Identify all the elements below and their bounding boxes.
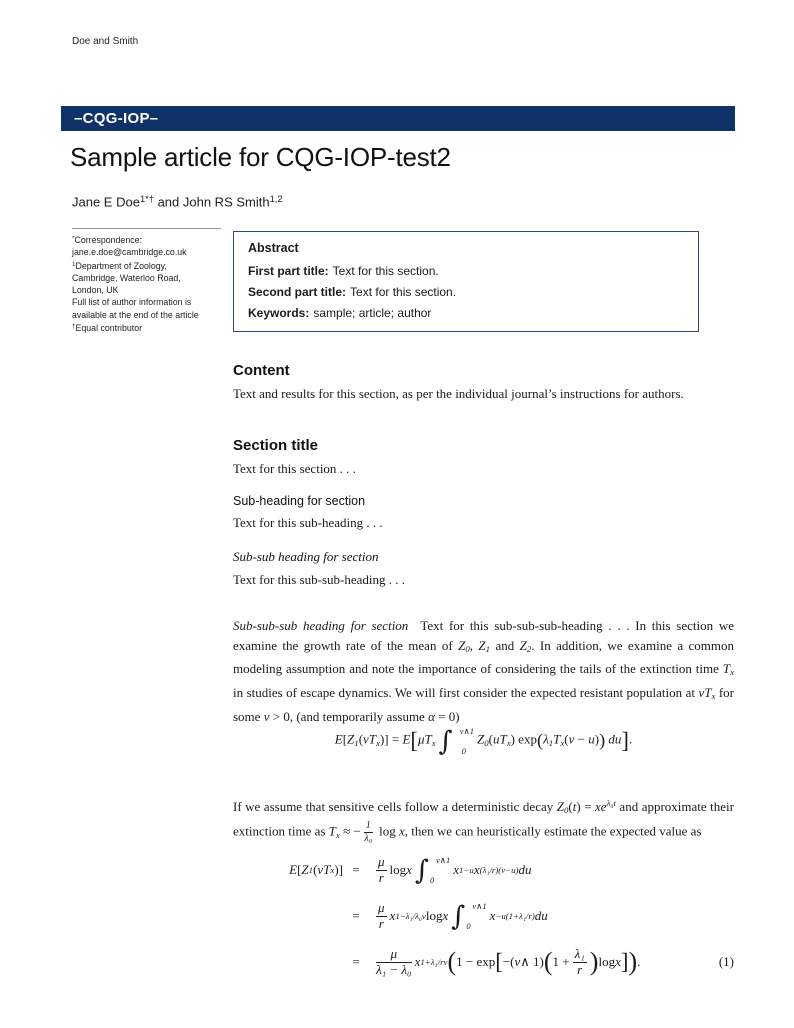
- subheading-block: [233, 494, 734, 532]
- content-body: Text and results for this section, as per the individual journal’s instructions for authors.: [233, 386, 684, 401]
- display-equation: E[Z1(vTx)] = E[μTx ∫ v∧1 0 Z0(uTx) exp(λ1Tx(v − u)) du].: [334, 725, 633, 757]
- section-title-body: Text for this section . . .: [233, 461, 356, 476]
- abstract-box: [233, 231, 699, 332]
- fraction: $\frac{\text{λ₁}}{r}$: [574, 945, 585, 977]
- abstract-second-part-label: Second part title:: [248, 285, 347, 299]
- spacer: [640, 897, 734, 935]
- subheading-heading: Sub-heading for section: [233, 494, 366, 508]
- fraction: $\frac{1}{\text{λ₀}}$: [364, 820, 373, 844]
- spacer: [233, 897, 343, 935]
- section-title-block: [233, 437, 734, 478]
- integral-sign: ∫ v∧1 0: [451, 900, 487, 932]
- equals-sign: =: [352, 862, 360, 877]
- equation-line-3: $\frac{\mu}{\text{λ₁ − λ₀}}$ x 1+λ₁/rv ( 1 − exp [ −( v ∧ 1) ( 1 + $\frac{\text{λ₁}}{r}$ ) log x ] ) .: [376, 945, 641, 977]
- correspondence-note: *Correspondence: jane.e.doe@cambridge.co.uk $^1$Department of Zoology, Cambridge, Waterloo Road, London, UK Full list of author information is available at the end of the article †Equal contributor: [72, 235, 199, 333]
- subheading-body: Text for this sub-heading . . .: [233, 515, 383, 530]
- decay-paragraph: If we assume that sensitive cells follow a deterministic decay $Z0(t) = xe^{\lambda_0t}$ and approximate their extinction time as Tx ≈ − $\frac{1}{\text{λ₀}}$ log x, then we can heuristically estimate the expected value as: [233, 798, 734, 844]
- integral-sign: ∫ v∧1 0: [438, 725, 474, 757]
- sidebar-divider: [72, 228, 221, 229]
- spacer: [640, 851, 734, 889]
- abstract-keywords-text: sample; article; author: [313, 306, 432, 320]
- integral-sign: ∫ v∧1 0: [414, 854, 451, 886]
- abstract-heading: Abstract: [248, 241, 299, 255]
- running-head: Doe and Smith: [72, 36, 139, 47]
- fraction: $\frac{\mu}{r}$: [378, 853, 385, 885]
- article-title: Sample article for CQG-IOP-test2: [70, 142, 451, 172]
- equation-line-2: $\frac{\mu}{r}$ x 1−λ₁/λ₀v log x ∫ v∧1 0 x −u(1+λ₁/r) du: [378, 899, 548, 932]
- spacer: [233, 943, 343, 981]
- journal-banner-label: –CQG-IOP–: [74, 110, 159, 127]
- subsub-body: Text for this sub-sub-heading . . .: [233, 572, 406, 587]
- equation-line-1: $\frac{\mu}{r}$ log x ∫ v∧1 0 x 1−u x (λ₁/r)(v−u) du: [378, 853, 532, 886]
- equation-number: (1): [718, 954, 734, 969]
- subsub-heading: Sub-sub heading for section: [233, 549, 379, 564]
- abstract-first-part-label: First part title:: [248, 264, 329, 278]
- abstract-second-part-text: Text for this section.: [350, 285, 457, 299]
- equals-sign: =: [352, 954, 360, 969]
- subsub-heading-block: [233, 549, 734, 589]
- abstract-keywords-label: Keywords:: [248, 306, 310, 320]
- equation-array: [233, 851, 734, 981]
- abstract-keywords: [248, 306, 684, 320]
- abstract-first-part-text: Text for this section.: [332, 264, 439, 278]
- fraction: $\frac{\mu}{\text{λ₁ − λ₀}}$: [376, 945, 412, 977]
- subsubsub-paragraph: Sub-sub-sub heading for section Text for this sub-sub-sub-heading . . . In this section we examine the growth rate of the mean of Z0, Z1 and Z2. In addition, we examine a common modeling assumption and note the importance of considering the tails of the extinction time Tx in studies of escape dynamics. We will first consider the expected resistant population at vTx for some v > 0, (and temporarily assume α = 0): [233, 618, 735, 724]
- author-line: Jane E Doe$^{1*\dagger}$ and John RS Smith$^{1,2}$: [72, 194, 283, 210]
- content-heading: Content: [233, 362, 290, 379]
- fraction: $\frac{\mu}{r}$: [378, 899, 385, 931]
- equals-sign: =: [352, 908, 360, 923]
- section-title-heading: Section title: [233, 437, 319, 454]
- abstract-first-part: [248, 264, 684, 278]
- section-content: [233, 362, 734, 403]
- journal-banner: [61, 106, 735, 131]
- abstract-second-part: [248, 285, 684, 299]
- equation-lhs: E [ Z 1 ( vT x )]: [289, 862, 343, 877]
